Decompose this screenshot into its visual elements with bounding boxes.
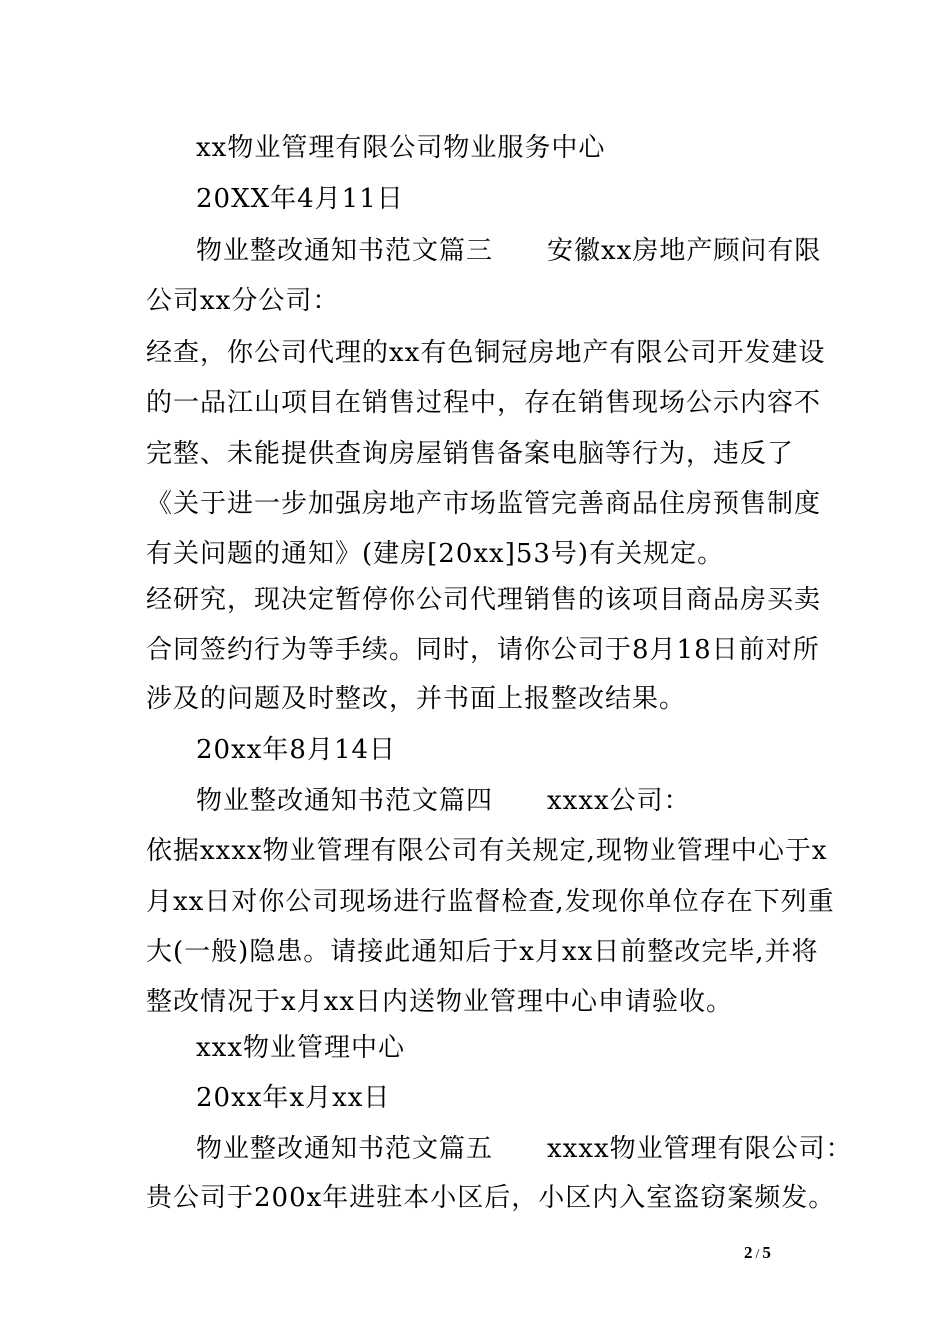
signature-date: 20xx年x月xx日 <box>196 1083 391 1113</box>
section-heading-four: 物业整改通知书范文篇四 xxxx公司： <box>196 786 691 816</box>
signature-company: xxx物业管理中心 <box>196 1033 405 1063</box>
paragraph-line: 依据xxxx物业管理有限公司有关规定,现物业管理中心于x <box>146 836 828 866</box>
signature-date: 20xx年8月14日 <box>196 735 397 765</box>
paragraph-line: 合同签约行为等手续。同时，请你公司于8月18日前对所 <box>146 635 820 665</box>
paragraph-line: 经查，你公司代理的xx有色铜冠房地产有限公司开发建设 <box>146 338 826 368</box>
page-total: 5 <box>762 1243 771 1262</box>
paragraph-line: 月xx日对你公司现场进行监督检查,发现你单位存在下列重 <box>146 887 835 917</box>
page-number <box>744 1243 771 1265</box>
paragraph-line: 有关问题的通知》(建房[20xx]53号)有关规定。 <box>146 539 725 569</box>
paragraph-line: 整改情况于x月xx日内送物业管理中心申请验收。 <box>146 987 733 1017</box>
paragraph-line: 公司xx分公司： <box>146 286 340 316</box>
paragraph-line: 贵公司于200x年进驻本小区后，小区内入室盗窃案频发。 <box>146 1183 836 1213</box>
paragraph-line: 的一品江山项目在销售过程中，存在销售现场公示内容不 <box>146 388 822 418</box>
paragraph-line: 《关于进一步加强房地产市场监管完善商品住房预售制度 <box>146 489 822 519</box>
paragraph-line: 大(一般)隐患。请接此通知后于x月xx日前整改完毕,并将 <box>146 937 819 967</box>
page-current: 2 <box>744 1243 753 1262</box>
page-separator: / <box>755 1247 760 1262</box>
signature-company: xx物业管理有限公司物业服务中心 <box>196 133 606 163</box>
section-heading-three: 物业整改通知书范文篇三 安徽xx房地产顾问有限 <box>196 236 822 266</box>
paragraph-line: 经研究，现决定暂停你公司代理销售的该项目商品房买卖 <box>146 585 822 615</box>
paragraph-line: 涉及的问题及时整改，并书面上报整改结果。 <box>146 684 687 714</box>
paragraph-line: 完整、未能提供查询房屋销售备案电脑等行为，违反了 <box>146 439 795 469</box>
section-heading-five: 物业整改通知书范文篇五 xxxx物业管理有限公司： <box>196 1134 853 1164</box>
signature-date: 20XX年4月11日 <box>196 184 404 214</box>
